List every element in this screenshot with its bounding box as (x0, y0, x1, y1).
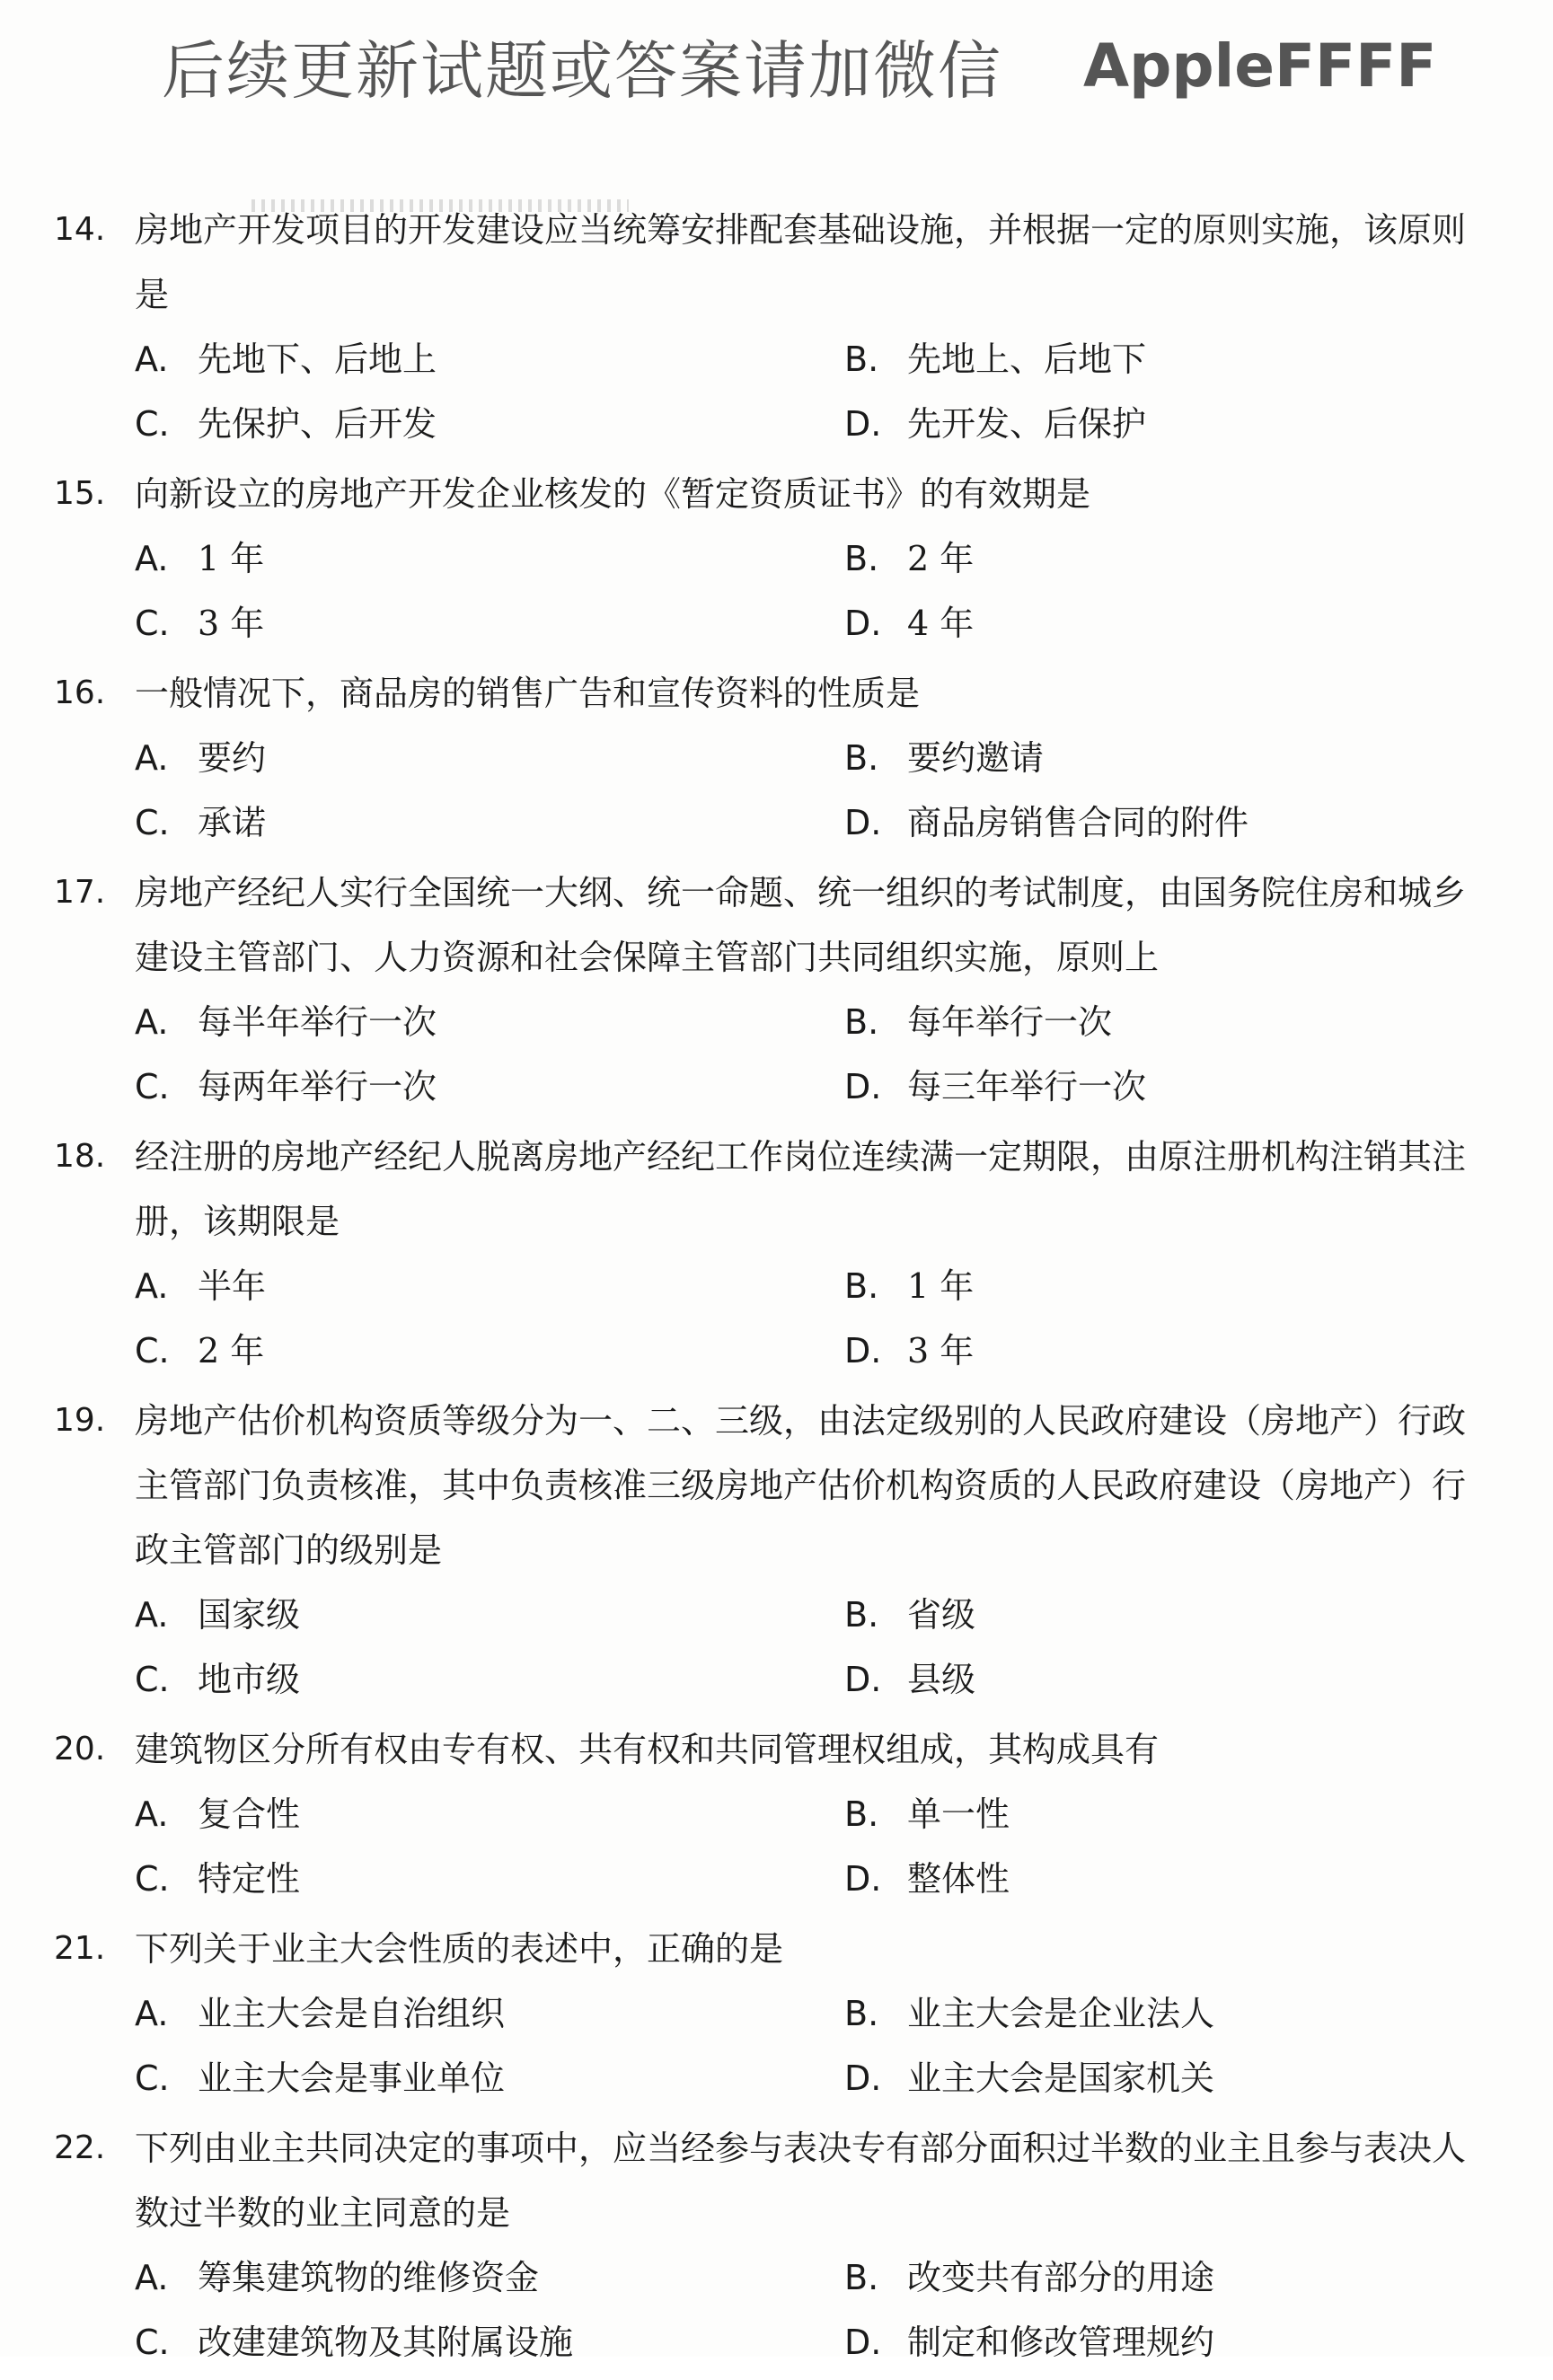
answer-option (844, 526, 1473, 591)
option-text: 特定性 (198, 1859, 301, 1899)
option-letter: D. (844, 1331, 882, 1371)
question-number: 15. (54, 475, 106, 512)
question-text: 向新设立的房地产开发企业核发的《暂定资质证书》的有效期是 (135, 474, 1091, 514)
answer-option (844, 1847, 1473, 1911)
question-number: 16. (54, 674, 106, 711)
option-text: 2 年 (907, 539, 975, 578)
option-letter: D. (844, 2058, 882, 2098)
option-letter: B. (844, 1266, 879, 1306)
question-number: 19. (54, 1402, 106, 1439)
answer-option (135, 526, 844, 591)
option-text: 每年举行一次 (907, 1002, 1113, 1042)
option-text: 每两年举行一次 (198, 1067, 437, 1106)
answer-option (844, 327, 1473, 392)
answer-option (135, 1847, 844, 1911)
option-grid (135, 526, 1473, 656)
question-text: 建筑物区分所有权由专有权、共有权和共同管理权组成，其构成具有 (135, 1730, 1160, 1769)
option-text: 1 年 (198, 539, 265, 578)
option-text: 整体性 (907, 1859, 1010, 1899)
option-letter: C. (135, 1660, 170, 1699)
answer-option (135, 1254, 844, 1318)
option-letter: D. (844, 1859, 882, 1899)
option-text: 业主大会是企业法人 (907, 1994, 1215, 2033)
option-letter: B. (844, 738, 879, 778)
option-letter: A. (135, 2258, 169, 2297)
answer-option (135, 392, 844, 456)
option-text: 县级 (907, 1660, 976, 1699)
option-letter: B. (844, 1994, 879, 2033)
option-letter: D. (844, 604, 882, 643)
answer-option (844, 1782, 1473, 1847)
question-text: 房地产开发项目的开发建设应当统筹安排配套基础设施，并根据一定的原则实施，该原则是 (135, 210, 1467, 314)
option-grid (135, 2245, 1473, 2375)
option-letter: B. (844, 539, 879, 578)
option-letter: B. (844, 1002, 879, 1042)
option-letter: B. (844, 1794, 879, 1834)
question-text: 房地产经纪人实行全国统一大纲、统一命题、统一组织的考试制度，由国务院住房和城乡建设主管部门、人力资源和社会保障主管部门共同组织实施，原则上 (135, 873, 1467, 977)
answer-option (135, 1318, 844, 1383)
option-text: 地市级 (198, 1660, 301, 1699)
answer-option (844, 990, 1473, 1054)
answer-option (844, 1981, 1473, 2046)
question-item (54, 860, 1473, 1119)
question-item (54, 1717, 1473, 1911)
answer-option (844, 591, 1473, 656)
question-stem (54, 462, 1473, 526)
option-letter: D. (844, 803, 882, 842)
answer-option (135, 2310, 844, 2375)
question-text: 房地产估价机构资质等级分为一、二、三级，由法定级别的人民政府建设（房地产）行政主管部门负责核准，其中负责核准三级房地产估价机构资质的人民政府建设（房地产）行政主管部门的级别是 (135, 1401, 1467, 1570)
header-notice: 后续更新试题或答案请加微信 (162, 33, 1002, 108)
answer-option (135, 327, 844, 392)
option-letter: C. (135, 803, 170, 842)
option-text: 制定和修改管理规约 (907, 2323, 1215, 2362)
answer-option (844, 790, 1473, 855)
option-text: 3 年 (907, 1331, 975, 1371)
question-number: 22. (54, 2129, 106, 2166)
option-text: 业主大会是事业单位 (198, 2058, 506, 2098)
question-item (54, 462, 1473, 656)
option-text: 先地上、后地下 (907, 339, 1147, 379)
answer-option (135, 790, 844, 855)
question-item (54, 1124, 1473, 1383)
option-grid (135, 1254, 1473, 1383)
option-text: 业主大会是自治组织 (198, 1994, 506, 2033)
option-text: 半年 (198, 1266, 267, 1306)
option-text: 单一性 (907, 1794, 1010, 1834)
question-stem (54, 1124, 1473, 1254)
option-grid (135, 726, 1473, 855)
option-letter: C. (135, 404, 170, 444)
question-number: 18. (54, 1138, 106, 1175)
question-stem (54, 860, 1473, 990)
question-text: 经注册的房地产经纪人脱离房地产经纪工作岗位连续满一定期限，由原注册机构注销其注册，该期限是 (135, 1137, 1467, 1241)
option-letter: D. (844, 2323, 882, 2362)
option-letter: A. (135, 738, 169, 778)
answer-option (844, 2245, 1473, 2310)
answer-option (135, 990, 844, 1054)
option-grid (135, 327, 1473, 456)
option-letter: C. (135, 1331, 170, 1371)
option-letter: B. (844, 339, 879, 379)
option-letter: A. (135, 1595, 169, 1635)
answer-option (135, 591, 844, 656)
question-number: 20. (54, 1731, 106, 1767)
option-letter: A. (135, 1266, 169, 1306)
option-grid (135, 1782, 1473, 1911)
option-letter: C. (135, 1067, 170, 1106)
question-stem (54, 1388, 1473, 1582)
answer-option (844, 392, 1473, 456)
option-letter: D. (844, 1067, 882, 1106)
option-text: 改变共有部分的用途 (907, 2258, 1215, 2297)
answer-option (844, 726, 1473, 790)
page-header (162, 16, 1437, 115)
option-text: 3 年 (198, 604, 265, 643)
option-letter: D. (844, 1660, 882, 1699)
question-list (54, 198, 1473, 2380)
answer-option (135, 1582, 844, 1647)
question-text: 一般情况下，商品房的销售广告和宣传资料的性质是 (135, 674, 921, 713)
answer-option (135, 1054, 844, 1119)
option-text: 改建建筑物及其附属设施 (198, 2323, 574, 2362)
answer-option (135, 1782, 844, 1847)
question-number: 21. (54, 1930, 106, 1967)
question-item (54, 1917, 1473, 2111)
question-stem (54, 661, 1473, 726)
question-number: 14. (54, 211, 106, 248)
option-text: 商品房销售合同的附件 (907, 803, 1249, 842)
answer-option (844, 1054, 1473, 1119)
option-letter: C. (135, 2058, 170, 2098)
question-number: 17. (54, 874, 106, 911)
question-item (54, 661, 1473, 855)
option-text: 承诺 (198, 803, 267, 842)
answer-option (844, 1254, 1473, 1318)
answer-option (844, 2046, 1473, 2111)
option-text: 省级 (907, 1595, 976, 1635)
question-item (54, 1388, 1473, 1712)
answer-option (844, 1582, 1473, 1647)
option-text: 每三年举行一次 (907, 1067, 1147, 1106)
option-text: 1 年 (907, 1266, 975, 1306)
option-letter: C. (135, 2323, 170, 2362)
answer-option (844, 1647, 1473, 1712)
question-item (54, 198, 1473, 456)
option-text: 先开发、后保护 (907, 404, 1147, 444)
option-text: 复合性 (198, 1794, 301, 1834)
question-stem (54, 198, 1473, 327)
question-text: 下列由业主共同决定的事项中，应当经参与表决专有部分面积过半数的业主且参与表决人数过半数的业主同意的是 (135, 2129, 1467, 2233)
question-stem (54, 1917, 1473, 1981)
option-text: 4 年 (907, 604, 975, 643)
option-text: 要约 (198, 738, 267, 778)
option-text: 筹集建筑物的维修资金 (198, 2258, 540, 2297)
answer-option (135, 1647, 844, 1712)
option-text: 先地下、后地上 (198, 339, 437, 379)
answer-option (135, 2046, 844, 2111)
option-text: 2 年 (198, 1331, 265, 1371)
option-letter: A. (135, 1002, 169, 1042)
question-item (54, 2116, 1473, 2375)
option-text: 国家级 (198, 1595, 301, 1635)
option-letter: C. (135, 604, 170, 643)
option-letter: C. (135, 1859, 170, 1899)
option-text: 业主大会是国家机关 (907, 2058, 1215, 2098)
question-stem (54, 2116, 1473, 2245)
option-letter: A. (135, 539, 169, 578)
option-text: 先保护、后开发 (198, 404, 437, 444)
option-grid (135, 1981, 1473, 2111)
answer-option (135, 1981, 844, 2046)
option-grid (135, 990, 1473, 1119)
option-letter: A. (135, 1794, 169, 1834)
answer-option (135, 726, 844, 790)
answer-option (135, 2245, 844, 2310)
question-stem (54, 1717, 1473, 1782)
option-letter: B. (844, 2258, 879, 2297)
answer-option (844, 2310, 1473, 2375)
option-letter: A. (135, 339, 169, 379)
wechat-id: AppleFFFF (1083, 31, 1437, 101)
option-text: 每半年举行一次 (198, 1002, 437, 1042)
option-grid (135, 1582, 1473, 1712)
option-text: 要约邀请 (907, 738, 1045, 778)
option-letter: A. (135, 1994, 169, 2033)
question-text: 下列关于业主大会性质的表述中，正确的是 (135, 1929, 784, 1969)
option-letter: D. (844, 404, 882, 444)
option-letter: B. (844, 1595, 879, 1635)
answer-option (844, 1318, 1473, 1383)
